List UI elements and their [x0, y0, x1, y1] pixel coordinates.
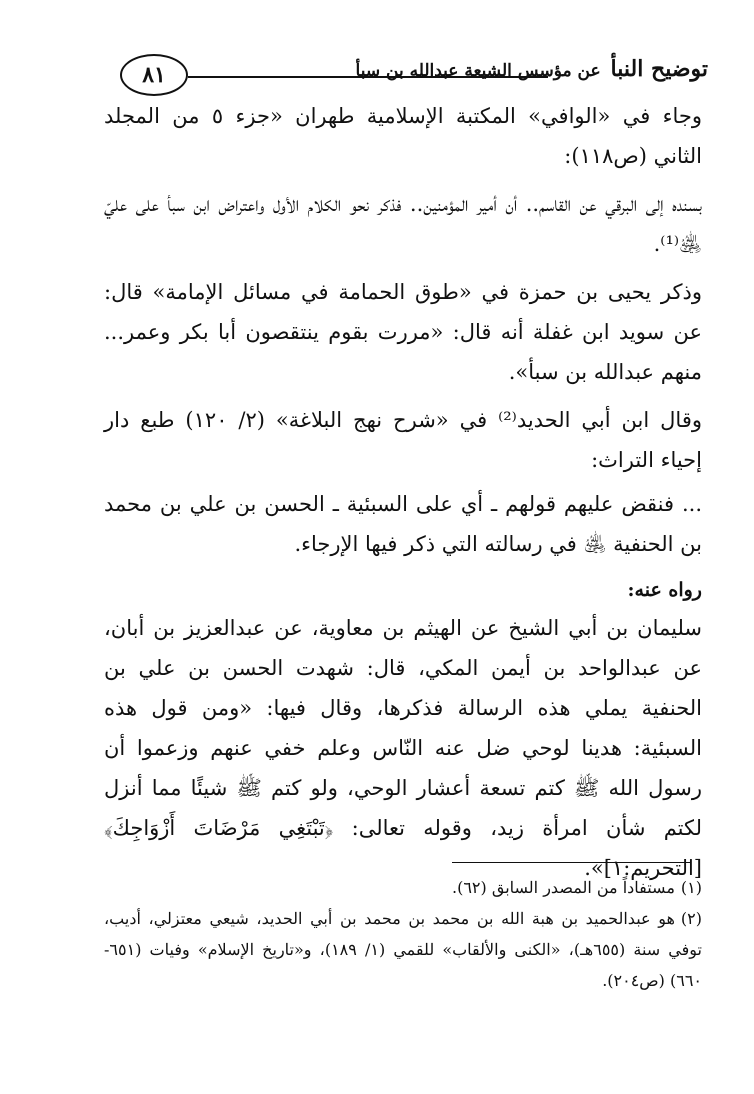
paragraph-narration: سليمان بن أبي الشيخ عن الهيثم بن معاوية، عن عبدالعزيز بن أبان، عن عبدالواحد بن أيمن المكي، قال: شهدت الحسن بن علي بن الحنفية يملي هذه الرسالة فذكرها، وقال فيها: «ومن قول هذه السبئية: هدينا لوحي ضل عنه النّاس وعلم خفي عنهم وزعموا أن رسول الله ﷺ كتم تسعة أعشار الوحي، ولو كتم ﷺ شيئًا مما أنزل لكتم شأن امرأة زيد، وقوله تعالى: ﴿تَبْتَغِي مَرْضَاتَ أَزْوَاجِكَ﴾ [التحريم:١]». [104, 616, 702, 880]
section-heading: رواه عنه: [627, 579, 702, 601]
footnote-divider [452, 862, 690, 863]
running-header [108, 52, 708, 92]
footnote-2 [104, 903, 702, 996]
paragraph-barqi: بسنده إلى البرقي عن القاسم.. أن أمير المؤمنين.. فذكر نحو الكلام الأول واعتراض ابن سبأ على عليّ ﵁⁽¹⁾. [104, 192, 702, 256]
footnotes [104, 872, 702, 996]
paragraph-wafi: وجاء في «الوافي» المكتبة الإسلامية طهران «جزء ٥ من المجلد الثاني (ص١١٨): [104, 104, 702, 168]
footnote-text: هو عبدالحميد بن هبة الله بن محمد بن محمد بن أبي الحديد، شيعي معتزلي، أديب، توفي سنة (٦٥٥هـ)، «الكنى والألقاب» للقمي (١/ ١٨٩)، و«تاريخ الإسلام» وفيات (٦٥١- ٦٦٠) (ص٢٠٤). [104, 909, 703, 990]
paragraph-quote: ... فنقض عليهم قولهم ـ أي على السبئية ـ الحسن بن علي بن محمد بن الحنفية ﵁ في رسالته التي ذكر فيها الإرجاء. [104, 492, 702, 556]
book-title: توضيح النبأ [610, 56, 708, 82]
footnote-number: (١) [680, 878, 702, 897]
footnote-number: (٢) [680, 909, 702, 928]
header-title [356, 56, 708, 82]
book-subtitle: عن مؤسس الشيعة عبدالله بن سبأ [355, 61, 601, 81]
footnote-text: مستفاداً من المصدر السابق (٦٢). [452, 878, 675, 897]
paragraph-yahya: وذكر يحيى بن حمزة في «طوق الحمامة في مسائل الإمامة» قال: عن سويد ابن غفلة أنه قال: «مررت بقوم ينتقصون أبا بكر وعمر... منهم عبدالله بن سبأ». [104, 280, 702, 384]
footnote-1 [104, 872, 702, 903]
page-number: ٨١ [120, 54, 188, 96]
paragraph-ibn-abi-hadid: وقال ابن أبي الحديد⁽²⁾ في «شرح نهج البلاغة» (٢/ ١٢٠) طبع دار إحياء التراث: [104, 408, 702, 472]
main-text [104, 96, 702, 896]
